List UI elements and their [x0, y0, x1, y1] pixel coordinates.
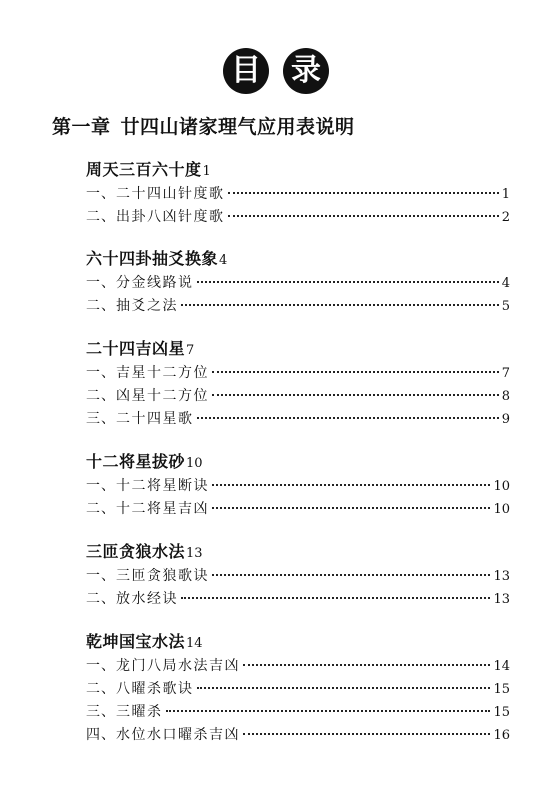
section-page: 13 [186, 546, 203, 561]
toc-title [0, 48, 552, 94]
entry-page: 2 [501, 210, 510, 225]
toc-title-char: 目 [223, 48, 269, 94]
chapter-title: 廿四山诸家理气应用表说明 [120, 116, 355, 138]
entry-page: 4 [501, 276, 510, 291]
entry-number: 二、 [86, 209, 116, 225]
toc-entry[interactable] [86, 498, 510, 521]
entry-page: 10 [493, 479, 510, 494]
entry-title: 放水经诀 [116, 591, 178, 607]
dot-leader [197, 685, 491, 689]
section-page: 1 [202, 164, 211, 179]
dot-leader [212, 572, 490, 576]
dot-leader [197, 415, 499, 419]
toc-entry[interactable] [86, 408, 510, 431]
section-heading[interactable] [86, 246, 510, 272]
entry-title: 出卦八凶针度歌 [116, 209, 225, 225]
entry-number: 二、 [86, 591, 116, 607]
dot-leader [197, 279, 499, 283]
section-heading[interactable] [86, 157, 510, 183]
toc-section [86, 246, 510, 318]
entry-page: 5 [501, 299, 510, 314]
entry-page: 8 [501, 389, 510, 404]
entry-number: 一、 [86, 658, 116, 674]
section-page: 4 [219, 253, 228, 268]
entry-page: 10 [493, 502, 510, 517]
entry-title: 二十四山针度歌 [116, 186, 225, 202]
entry-number: 四、 [86, 727, 116, 743]
entry-title: 凶星十二方位 [116, 388, 209, 404]
section-title: 二十四吉凶星 [86, 339, 186, 358]
toc-entry[interactable] [86, 272, 510, 295]
toc-section [86, 336, 510, 431]
toc-title-char: 录 [283, 48, 329, 94]
section-page: 10 [186, 456, 203, 471]
entry-number: 二、 [86, 298, 116, 314]
section-title: 六十四卦抽爻换象 [86, 249, 219, 268]
entry-number: 一、 [86, 568, 116, 584]
entry-page: 15 [493, 705, 510, 720]
toc-entry[interactable] [86, 588, 510, 611]
toc-entry[interactable] [86, 362, 510, 385]
dot-leader [228, 213, 499, 217]
entry-number: 一、 [86, 478, 116, 494]
toc-entry[interactable] [86, 206, 510, 229]
dot-leader [212, 392, 499, 396]
toc-entry[interactable] [86, 655, 510, 678]
toc-entry[interactable] [86, 565, 510, 588]
entry-page: 15 [493, 682, 510, 697]
toc-entry[interactable] [86, 385, 510, 408]
toc-entry[interactable] [86, 724, 510, 747]
entry-number: 三、 [86, 411, 116, 427]
entry-title: 三曜杀 [116, 704, 163, 720]
chapter-label: 第一章 [52, 116, 111, 138]
entry-number: 二、 [86, 501, 116, 517]
toc-entry[interactable] [86, 295, 510, 318]
toc-section [86, 629, 510, 747]
section-heading[interactable] [86, 539, 510, 565]
toc-entry[interactable] [86, 475, 510, 498]
toc-section [86, 157, 510, 229]
toc-entry[interactable] [86, 701, 510, 724]
entry-number: 三、 [86, 704, 116, 720]
section-title: 十二将星拔砂 [86, 452, 186, 471]
entry-title: 二十四星歌 [116, 411, 194, 427]
entry-page: 13 [493, 569, 510, 584]
entry-title: 十二将星断诀 [116, 478, 209, 494]
entry-page: 7 [501, 366, 510, 381]
toc-section [86, 539, 510, 611]
toc-entry[interactable] [86, 183, 510, 206]
entry-page: 16 [493, 728, 510, 743]
dot-leader [212, 369, 499, 373]
entry-page: 13 [493, 592, 510, 607]
toc-section [86, 449, 510, 521]
entry-title: 三匝贪狼歌诀 [116, 568, 209, 584]
section-title: 三匝贪狼水法 [86, 542, 186, 561]
entry-number: 一、 [86, 186, 116, 202]
dot-leader [243, 731, 490, 735]
toc-entry[interactable] [86, 678, 510, 701]
entry-page: 14 [493, 659, 510, 674]
section-title: 周天三百六十度 [86, 160, 202, 179]
entry-number: 一、 [86, 365, 116, 381]
entry-number: 一、 [86, 275, 116, 291]
section-page: 7 [186, 343, 195, 358]
entry-page: 9 [501, 412, 510, 427]
dot-leader [212, 505, 490, 509]
dot-leader [181, 595, 490, 599]
entry-title: 抽爻之法 [116, 298, 178, 314]
entry-number: 二、 [86, 388, 116, 404]
entry-title: 分金线路说 [116, 275, 194, 291]
entry-title: 龙门八局水法吉凶 [116, 658, 240, 674]
entry-title: 水位水口曜杀吉凶 [116, 727, 240, 743]
dot-leader [243, 662, 490, 666]
dot-leader [212, 482, 490, 486]
entry-title: 吉星十二方位 [116, 365, 209, 381]
dot-leader [166, 708, 491, 712]
section-page: 14 [186, 636, 203, 651]
chapter-heading [52, 112, 522, 139]
entry-page: 1 [501, 187, 510, 202]
entry-number: 二、 [86, 681, 116, 697]
section-title: 乾坤国宝水法 [86, 632, 186, 651]
dot-leader [228, 190, 499, 194]
entry-title: 十二将星吉凶 [116, 501, 209, 517]
section-heading[interactable] [86, 336, 510, 362]
section-heading[interactable] [86, 629, 510, 655]
section-heading[interactable] [86, 449, 510, 475]
entry-title: 八曜杀歌诀 [116, 681, 194, 697]
dot-leader [181, 302, 499, 306]
